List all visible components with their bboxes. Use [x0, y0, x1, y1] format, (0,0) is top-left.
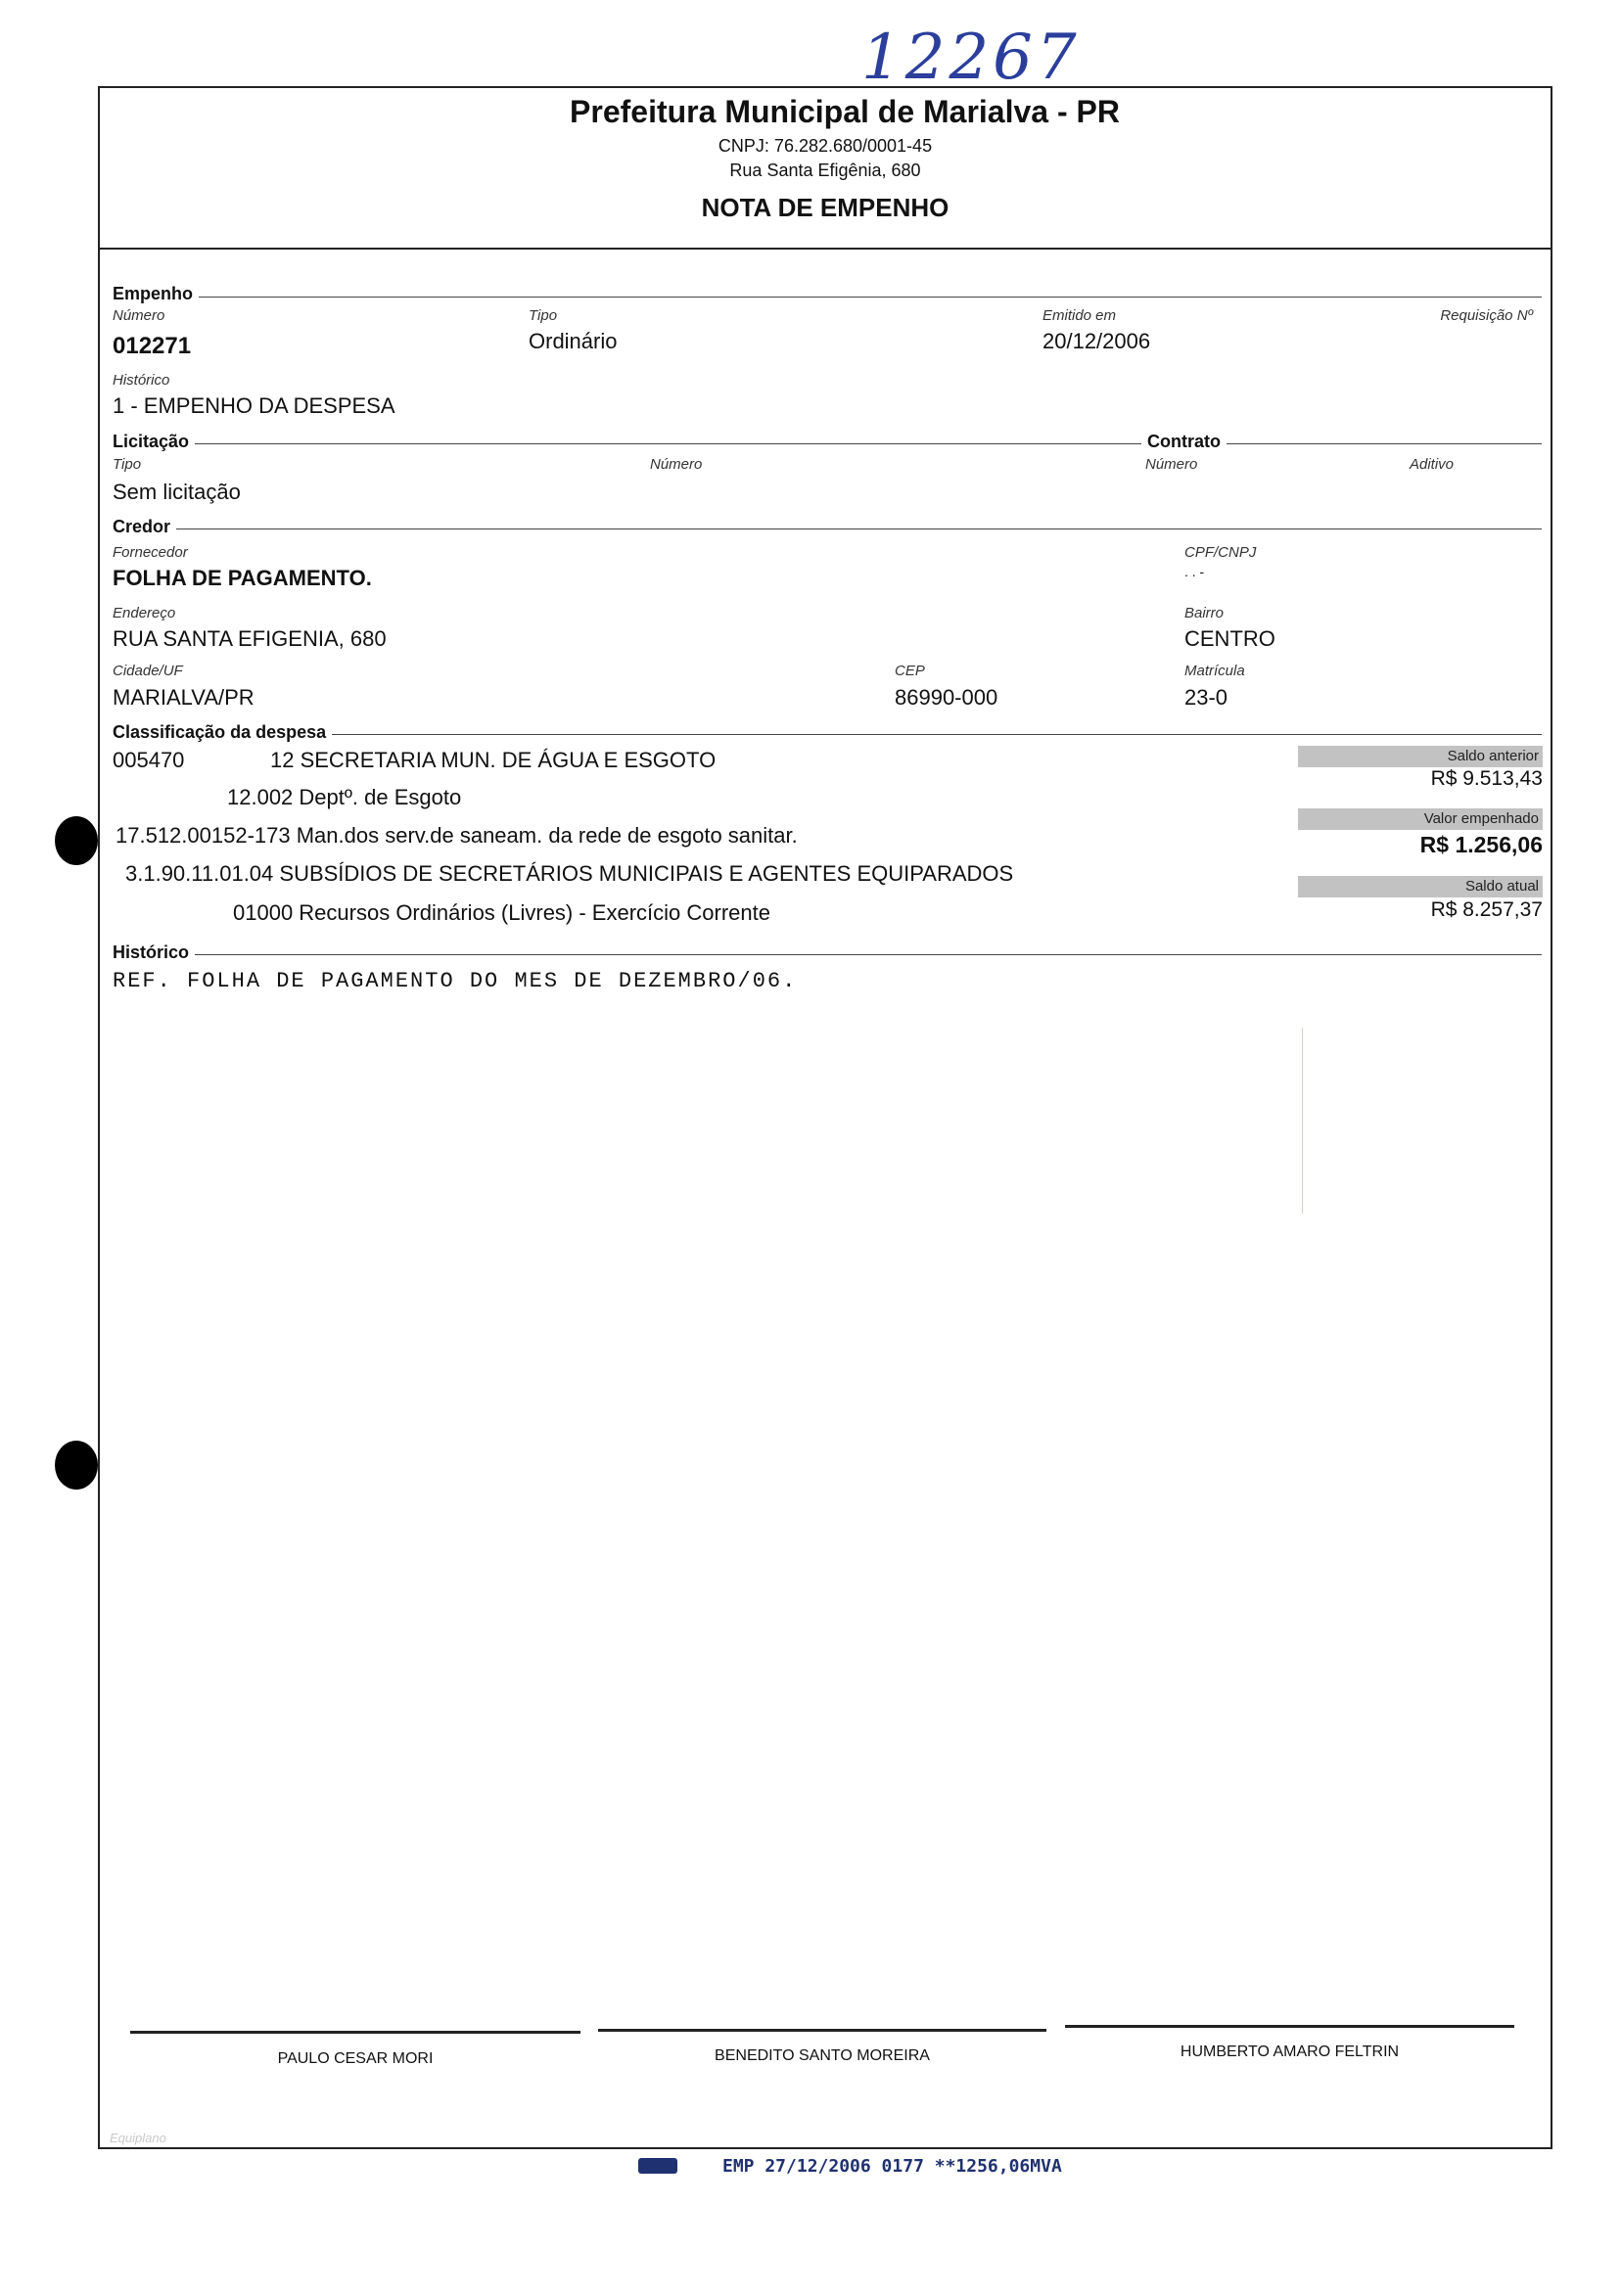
divider [113, 443, 1542, 444]
fornecedor-label: Fornecedor [113, 544, 188, 561]
section-classificacao: Classificação da despesa [113, 722, 332, 743]
saldo-anterior-label: Saldo anterior [1298, 746, 1543, 767]
section-licitacao: Licitação [113, 432, 195, 452]
divider [113, 954, 1542, 955]
classif-line-1: 12 SECRETARIA MUN. DE ÁGUA E ESGOTO [270, 748, 717, 772]
contrato-aditivo-label: Aditivo [1410, 456, 1455, 473]
valor-empenhado-label: Valor empenhado [1298, 808, 1543, 830]
bank-logo [638, 2158, 677, 2174]
header-divider [98, 248, 1552, 250]
contrato-numero-label: Número [1145, 456, 1198, 473]
empenho-number: 012271 [113, 333, 192, 359]
handwritten-number: 12267 [861, 22, 1081, 94]
signature-line [130, 2031, 580, 2034]
signature-name: HUMBERTO AMARO FELTRIN [1180, 2043, 1400, 2060]
cpf-label: CPF/CNPJ [1184, 544, 1257, 561]
header [98, 90, 1552, 223]
section-credor: Credor [113, 517, 176, 537]
licitacao-tipo: Sem licitação [113, 480, 241, 504]
fornecedor-value: FOLHA DE PAGAMENTO. [113, 566, 372, 590]
tipo-label: Tipo [529, 307, 558, 324]
classif-line-3: 17.512.00152-173 Man.dos serv.de saneam. da rede de esgoto sanitar. [116, 823, 798, 848]
empenho-tipo: Ordinário [529, 329, 618, 353]
emitido-label: Emitido em [1042, 307, 1117, 324]
signature-name: PAULO CESAR MORI [277, 2050, 434, 2067]
saldo-anterior-value: R$ 9.513,43 [1430, 767, 1543, 790]
endereco-value: RUA SANTA EFIGENIA, 680 [113, 626, 387, 651]
empenho-historico: 1 - EMPENHO DA DESPESA [113, 393, 395, 418]
bairro-label: Bairro [1184, 605, 1225, 621]
licitacao-numero-label: Número [650, 456, 703, 473]
historico-text: REF. FOLHA DE PAGAMENTO DO MES DE DEZEMBRO/06. [113, 969, 798, 993]
saldo-atual-value: R$ 8.257,37 [1430, 898, 1543, 921]
saldo-atual-label: Saldo atual [1298, 876, 1543, 897]
classif-line-2: 12.002 Deptº. de Esgoto [227, 785, 462, 809]
section-empenho: Empenho [113, 284, 199, 304]
header-address: Rua Santa Efigênia, 680 [729, 161, 921, 180]
numero-label: Número [113, 307, 165, 324]
endereco-label: Endereço [113, 605, 176, 621]
cidade-label: Cidade/UF [113, 663, 183, 679]
licitacao-tipo-label: Tipo [113, 456, 142, 473]
margin-mark [1302, 1028, 1303, 1214]
section-contrato: Contrato [1141, 432, 1227, 452]
section-historico: Histórico [113, 942, 195, 963]
requisicao-label: Requisição Nº [1440, 307, 1533, 324]
page-title: Prefeitura Municipal de Marialva - PR [570, 94, 1120, 129]
divider [113, 528, 1542, 529]
signature-name: BENEDITO SANTO MOREIRA [715, 2047, 930, 2064]
classif-line-5: 01000 Recursos Ordinários (Livres) - Exercício Corrente [233, 900, 770, 925]
classif-line-4: 3.1.90.11.01.04 SUBSÍDIOS DE SECRETÁRIOS MUNICIPAIS E AGENTES EQUIPARADOS [125, 861, 1014, 886]
classif-code: 005470 [113, 748, 185, 772]
historico-label: Histórico [113, 372, 170, 389]
matricula-label: Matrícula [1184, 663, 1245, 679]
cep-label: CEP [895, 663, 925, 679]
divider [113, 297, 1542, 298]
cep-value: 86990-000 [895, 685, 998, 710]
punch-hole [55, 816, 98, 865]
punch-hole [55, 1441, 98, 1490]
cidade-value: MARIALVA/PR [113, 685, 255, 710]
bank-stamp: EMP 27/12/2006 0177 **1256,06MVA [722, 2156, 1062, 2177]
signature-line [1065, 2025, 1514, 2028]
header-cnpj: CNPJ: 76.282.680/0001-45 [718, 136, 933, 156]
valor-empenhado-value: R$ 1.256,06 [1419, 832, 1543, 857]
footer-watermark: Equiplano [110, 2131, 166, 2145]
emitido-date: 20/12/2006 [1042, 329, 1151, 353]
matricula-value: 23-0 [1184, 685, 1228, 710]
signature-line [598, 2029, 1046, 2032]
document-title: NOTA DE EMPENHO [701, 193, 949, 222]
cpf-value: . . - [1184, 564, 1205, 579]
bairro-value: CENTRO [1184, 626, 1275, 651]
